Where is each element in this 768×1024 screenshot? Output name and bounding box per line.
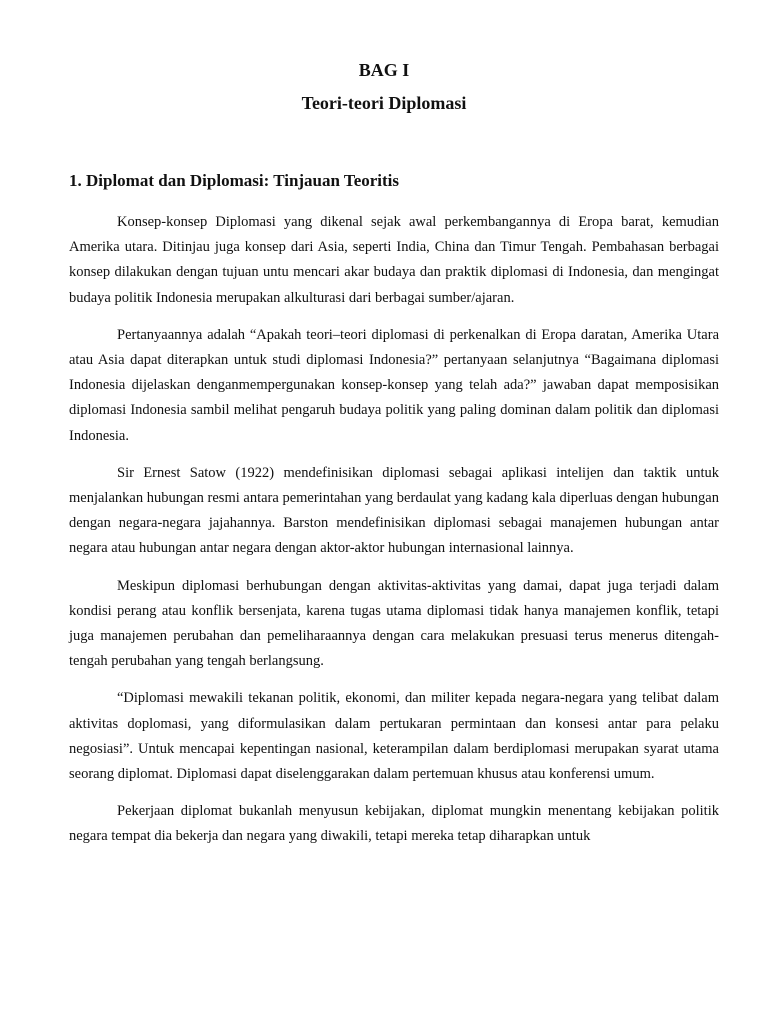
paragraph-1: Konsep-konsep Diplomasi yang dikenal sejak awal perkembangannya di Eropa barat, kemudian Amerika utara. Ditinjau juga konsep dari Asia, seperti India, China dan Timur Tengah. Pembahasan berbagai konsep dilakukan dengan tujuan untu mencari akar budaya dan praktik diplomasi di Indonesia, dan mengingat budaya politik Indonesia merupakan alkulturasi dari berbagai sumber/ajaran. <box>69 214 719 306</box>
document-body <box>69 210 719 850</box>
paragraph-2: Pertanyaannya adalah “Apakah teori–teori diplomasi di perkenalkan di Eropa daratan, Amerika Utara atau Asia dapat diterapkan untuk studi diplomasi Indonesia?” pertanyaan selanjutnya “Bagaimana diplomasi Indonesia dijelaskan denganmempergunakan konsep-konsep yang telah ada?” jawaban dapat memposisikan diplomasi Indonesia sambil melihat pengaruh budaya politik yang paling dominan dalam politik dan diplomasi Indonesia. <box>69 326 719 444</box>
chapter-number: BAG I <box>358 60 410 80</box>
paragraph-5: “Diplomasi mewakili tekanan politik, ekonomi, dan militer kepada negara-negara yang telibat dalam aktivitas doplomasi, yang diformulasikan dalam pertukaran permintaan dan konsesi antar para pelaku negosiasi”. Untuk mencapai kepentingan nasional, keterampilan dalam berdiplomasi merupakan syarat utama seorang diplomat. Diplomasi dapat diselenggarakan dalam pertemuan khusus atau konferensi umum. <box>69 690 719 783</box>
section-heading: 1. Diplomat dan Diplomasi: Tinjauan Teoritis <box>69 171 400 190</box>
chapter-title: Teori-teori Diplomasi <box>301 93 467 113</box>
paragraph-4: Meskipun diplomasi berhubungan dengan aktivitas-aktivitas yang damai, dapat juga terjadi dalam kondisi perang atau konflik bersenjata, karena tugas utama diplomasi tidak hanya manajemen konflik, tetapi juga manajemen perubahan dan pemeliharaannya dengan cara melakukan presuasi terus menerus ditengah-tengah perubahan yang tengah berlangsung. <box>69 577 719 670</box>
paragraph-3: Sir Ernest Satow (1922) mendefinisikan diplomasi sebagai aplikasi intelijen dan taktik untuk menjalankan hubungan resmi antara pemerintahan yang berdaulat yang kadang kala diperluas dengan hubungan dengan negara-negara jajahannya. Barston mendefinisikan diplomasi sebagai manajemen hubungan antar negara atau hubungan antar negara dengan aktor-aktor hubungan internasional lainnya. <box>69 464 719 557</box>
paragraph-6: Pekerjaan diplomat bukanlah menyusun kebijakan, diplomat mungkin menentang kebijakan politik negara tempat dia bekerja dan negara yang diwakili, tetapi mereka tetap diharapkan untuk <box>69 803 719 845</box>
